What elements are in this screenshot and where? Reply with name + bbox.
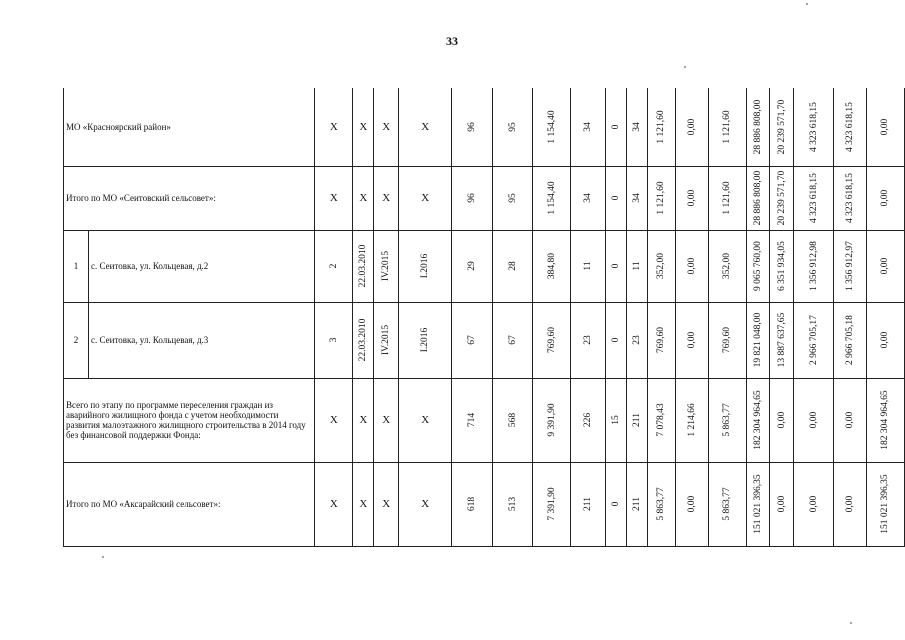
cell-value: 5 863,77 [722,403,733,437]
cell-value: 23 [631,335,642,345]
table-cell [353,88,374,166]
table-cell [452,88,493,166]
table-row [64,462,905,546]
cell-value: 0 [610,337,621,343]
table-cell [452,378,493,462]
cell-value: 1 154,40 [546,181,557,215]
cell-value: Х [329,192,338,204]
cell-value: 3 [328,337,339,343]
cell-value: 714 [467,412,478,428]
cell-value: 0,00 [686,189,697,207]
row-name [89,230,315,302]
cell-value: 769,60 [656,326,667,354]
table-cell [315,166,353,230]
cell-value: 0 [610,263,621,269]
cell-value: 1 121,60 [722,110,733,144]
table-cell [533,166,571,230]
table-cell [866,378,904,462]
table-cell [794,462,834,546]
table-cell [452,166,493,230]
table-cell [769,166,794,230]
cell-value: 34 [631,122,642,132]
cell-value: 0,00 [880,118,891,136]
table-cell [533,302,571,378]
table-cell [315,88,353,166]
table-cell [866,230,904,302]
table-cell [834,230,866,302]
cell-value: 34 [631,193,642,203]
table-cell [834,462,866,546]
table-cell [708,230,746,302]
cell-value: 29 [467,261,478,271]
row-name [89,302,315,378]
table-cell [794,88,834,166]
cell-value: 1 154,40 [546,110,557,144]
table-cell [399,166,452,230]
table-cell [533,462,571,546]
cell-value: 211 [631,497,642,511]
table-cell [315,302,353,378]
table-cell [794,230,834,302]
table-cell [647,378,676,462]
cell-value: 95 [507,193,518,203]
row-name-text: Всего по этапу по программе переселения граждан из аварийного жилищного фонда с учетом необходимости развития малоэтажного жилищного строительства в 2014 году без финансовой поддержки Фонда: [66,400,306,440]
table-cell [399,378,452,462]
table-cell [676,462,708,546]
table-cell [605,378,626,462]
table-cell [708,462,746,546]
cell-value: Х [382,498,391,510]
table-cell [866,88,904,166]
table-cell [746,230,769,302]
cell-value: Х [329,120,338,133]
cell-value: Х [382,414,391,426]
cell-value: 769,60 [722,326,733,354]
page-number: 33 [446,34,458,48]
table-cell [315,230,353,302]
row-name [64,462,315,546]
table-row [64,88,905,166]
cell-value: 0,00 [776,411,787,429]
table-cell [626,302,647,378]
cell-value: 1 121,60 [722,181,733,215]
table-cell [452,230,493,302]
cell-value: 28 886 808,00 [752,99,763,155]
cell-value: Х [421,120,430,133]
table-cell [746,462,769,546]
table-cell [571,166,605,230]
cell-value: 0,00 [880,257,891,275]
table-cell [708,166,746,230]
cell-value: 151 021 396,35 [880,474,891,534]
row-name [64,88,315,166]
cell-value: 384,80 [546,252,557,280]
cell-value: 9 065 760,00 [752,241,763,291]
cell-value: 34 [583,193,594,203]
cell-value: Х [382,192,391,204]
table-cell [399,230,452,302]
table-cell [605,88,626,166]
cell-value: Х [359,192,368,204]
table-cell [374,378,399,462]
table-cell [647,302,676,378]
table-cell [452,302,493,378]
cell-value: 211 [583,497,594,511]
table-cell [794,378,834,462]
table-cell [399,88,452,166]
table-cell [834,302,866,378]
table-cell [626,166,647,230]
cell-value: IV.2015 [381,324,392,356]
cell-value: 0,00 [808,495,819,513]
cell-value: 96 [467,193,478,203]
table-cell [708,378,746,462]
cell-value: 5 863,77 [722,487,733,521]
table-cell [374,230,399,302]
table-cell [493,302,533,378]
cell-value: 6 351 934,05 [776,241,787,291]
table-cell [571,302,605,378]
row-name [64,378,315,462]
table-cell [353,166,374,230]
cell-value: Х [421,498,430,510]
table-cell [626,230,647,302]
cell-value: 2 966 705,18 [845,315,856,365]
table-row [64,230,905,302]
cell-value: 9 391,90 [546,403,557,437]
cell-value: 95 [507,122,518,132]
cell-value: I.2016 [420,253,431,279]
cell-value: 0 [610,124,621,130]
table-cell [533,88,571,166]
cell-value: 0,00 [776,495,787,513]
table-cell [769,462,794,546]
cell-value: 226 [583,412,594,428]
cell-value: 0,00 [845,495,856,513]
cell-value: 151 021 396,35 [752,474,763,534]
table-cell [605,462,626,546]
cell-value: 182 304 964,65 [752,390,763,450]
row-name-text: с. Сеитовка, ул. Кольцевая, д.2 [91,261,209,271]
cell-value: 22.03.2010 [358,244,369,288]
cell-value: 7 078,43 [656,403,667,437]
table-cell [834,88,866,166]
cell-value: 513 [507,496,518,512]
cell-value: 5 863,77 [656,487,667,521]
table-cell [676,230,708,302]
table-cell [647,230,676,302]
cell-value: 96 [467,122,478,132]
cell-value: 34 [583,122,594,132]
table-cell [626,88,647,166]
cell-value: 28 [507,261,518,271]
cell-value: 1 121,60 [656,110,667,144]
cell-value: 20 239 571,70 [776,99,787,155]
cell-value: 568 [507,412,518,428]
table-cell [353,230,374,302]
table-cell [353,462,374,546]
cell-value: 1 121,60 [656,181,667,215]
table-cell [533,230,571,302]
table-cell [746,302,769,378]
cell-value: 67 [507,335,518,345]
table-cell [647,166,676,230]
table-cell [626,378,647,462]
table-cell [493,166,533,230]
row-name-text: Итого по МО «Сеитовский сельсовет»: [66,193,216,203]
cell-value: Х [329,498,338,510]
table-cell [794,302,834,378]
cell-value: 0,00 [686,118,697,136]
cell-value: 0 [610,195,621,201]
table-cell [571,378,605,462]
cell-value: 11 [631,261,642,271]
cell-value: 0,00 [686,331,697,349]
table-row [64,302,905,378]
table-cell [708,88,746,166]
table-cell [605,230,626,302]
table-cell [399,462,452,546]
table-cell [353,378,374,462]
table-cell [647,88,676,166]
cell-value: 0,00 [880,189,891,207]
table-cell [571,230,605,302]
table-cell [708,302,746,378]
row-name-text: Итого по МО «Аксарайский сельсовет»: [66,499,221,509]
cell-value: 352,00 [722,252,733,280]
cell-value: 4 323 618,15 [808,101,819,152]
table-cell [676,166,708,230]
table-cell [399,302,452,378]
table-cell [866,302,904,378]
row-name-text: с. Сеитовка, ул. Кольцевая, д.3 [91,335,209,345]
table-cell [866,166,904,230]
table-cell [315,378,353,462]
cell-value: Х [329,414,338,426]
table-cell [571,462,605,546]
table-cell [676,302,708,378]
table-cell [452,462,493,546]
cell-value: 0,00 [808,411,819,429]
table-cell [315,462,353,546]
table-cell [647,462,676,546]
table-cell [769,88,794,166]
table-cell [571,88,605,166]
table-cell [374,462,399,546]
cell-value: 0 [610,501,621,507]
cell-value: 2 966 705,17 [808,315,819,365]
cell-value: 352,00 [656,252,667,280]
cell-value: I.2016 [420,327,431,353]
table-cell [493,462,533,546]
row-number: 2 [64,302,89,378]
table-row [64,378,905,462]
cell-value: 28 886 808,00 [752,170,763,226]
table-cell [866,462,904,546]
table-cell [746,378,769,462]
table-cell [794,166,834,230]
cell-value: 22.03.2010 [358,318,369,362]
cell-value: 19 821 048,00 [752,312,763,368]
cell-value: 0,00 [686,495,697,513]
cell-value: 20 239 571,70 [776,170,787,226]
cell-value: Х [421,192,430,204]
cell-value: 769,60 [546,326,557,354]
cell-value: 15 [610,415,621,425]
cell-value: 1 214,66 [686,403,697,437]
cell-value: Х [421,414,430,426]
table-cell [834,378,866,462]
table-cell [493,88,533,166]
row-name-text: МО «Красноярский район» [66,121,171,132]
cell-value: 618 [467,496,478,512]
table-cell [605,166,626,230]
cell-value: 13 887 637,65 [776,312,787,368]
cell-value: 0,00 [686,257,697,275]
cell-value: Х [359,120,368,133]
cell-value: Х [359,498,368,510]
cell-value: 1 356 912,97 [845,241,856,291]
cell-value: 11 [583,261,594,271]
cell-value: 7 391,90 [546,487,557,521]
cell-value: 2 [328,263,339,269]
table-cell [769,302,794,378]
table-cell [493,230,533,302]
table-cell [374,88,399,166]
table-cell [769,230,794,302]
table-cell [626,462,647,546]
cell-value: 4 323 618,15 [845,173,856,223]
table-cell [676,88,708,166]
table-cell [834,166,866,230]
cell-value: 0,00 [880,331,891,349]
cell-value: 0,00 [845,411,856,429]
cell-value: Х [359,414,368,426]
cell-value: IV.2015 [381,250,392,282]
cell-value: Х [382,120,391,133]
row-name [64,166,315,230]
table-cell [493,378,533,462]
cell-value: 1 356 912,98 [808,241,819,291]
cell-value: 23 [583,335,594,345]
table-row [64,166,905,230]
table-cell [746,88,769,166]
table-cell [533,378,571,462]
row-number: 1 [64,230,89,302]
table-cell [769,378,794,462]
table-cell [676,378,708,462]
table-cell [353,302,374,378]
cell-value: 4 323 618,15 [808,173,819,223]
cell-value: 182 304 964,65 [880,390,891,450]
table-cell [746,166,769,230]
resettlement-table [63,88,905,547]
cell-value: 4 323 618,15 [845,101,856,152]
table-cell [374,166,399,230]
cell-value: 211 [631,413,642,427]
cell-value: 67 [467,335,478,345]
table-cell [374,302,399,378]
table-cell [605,302,626,378]
